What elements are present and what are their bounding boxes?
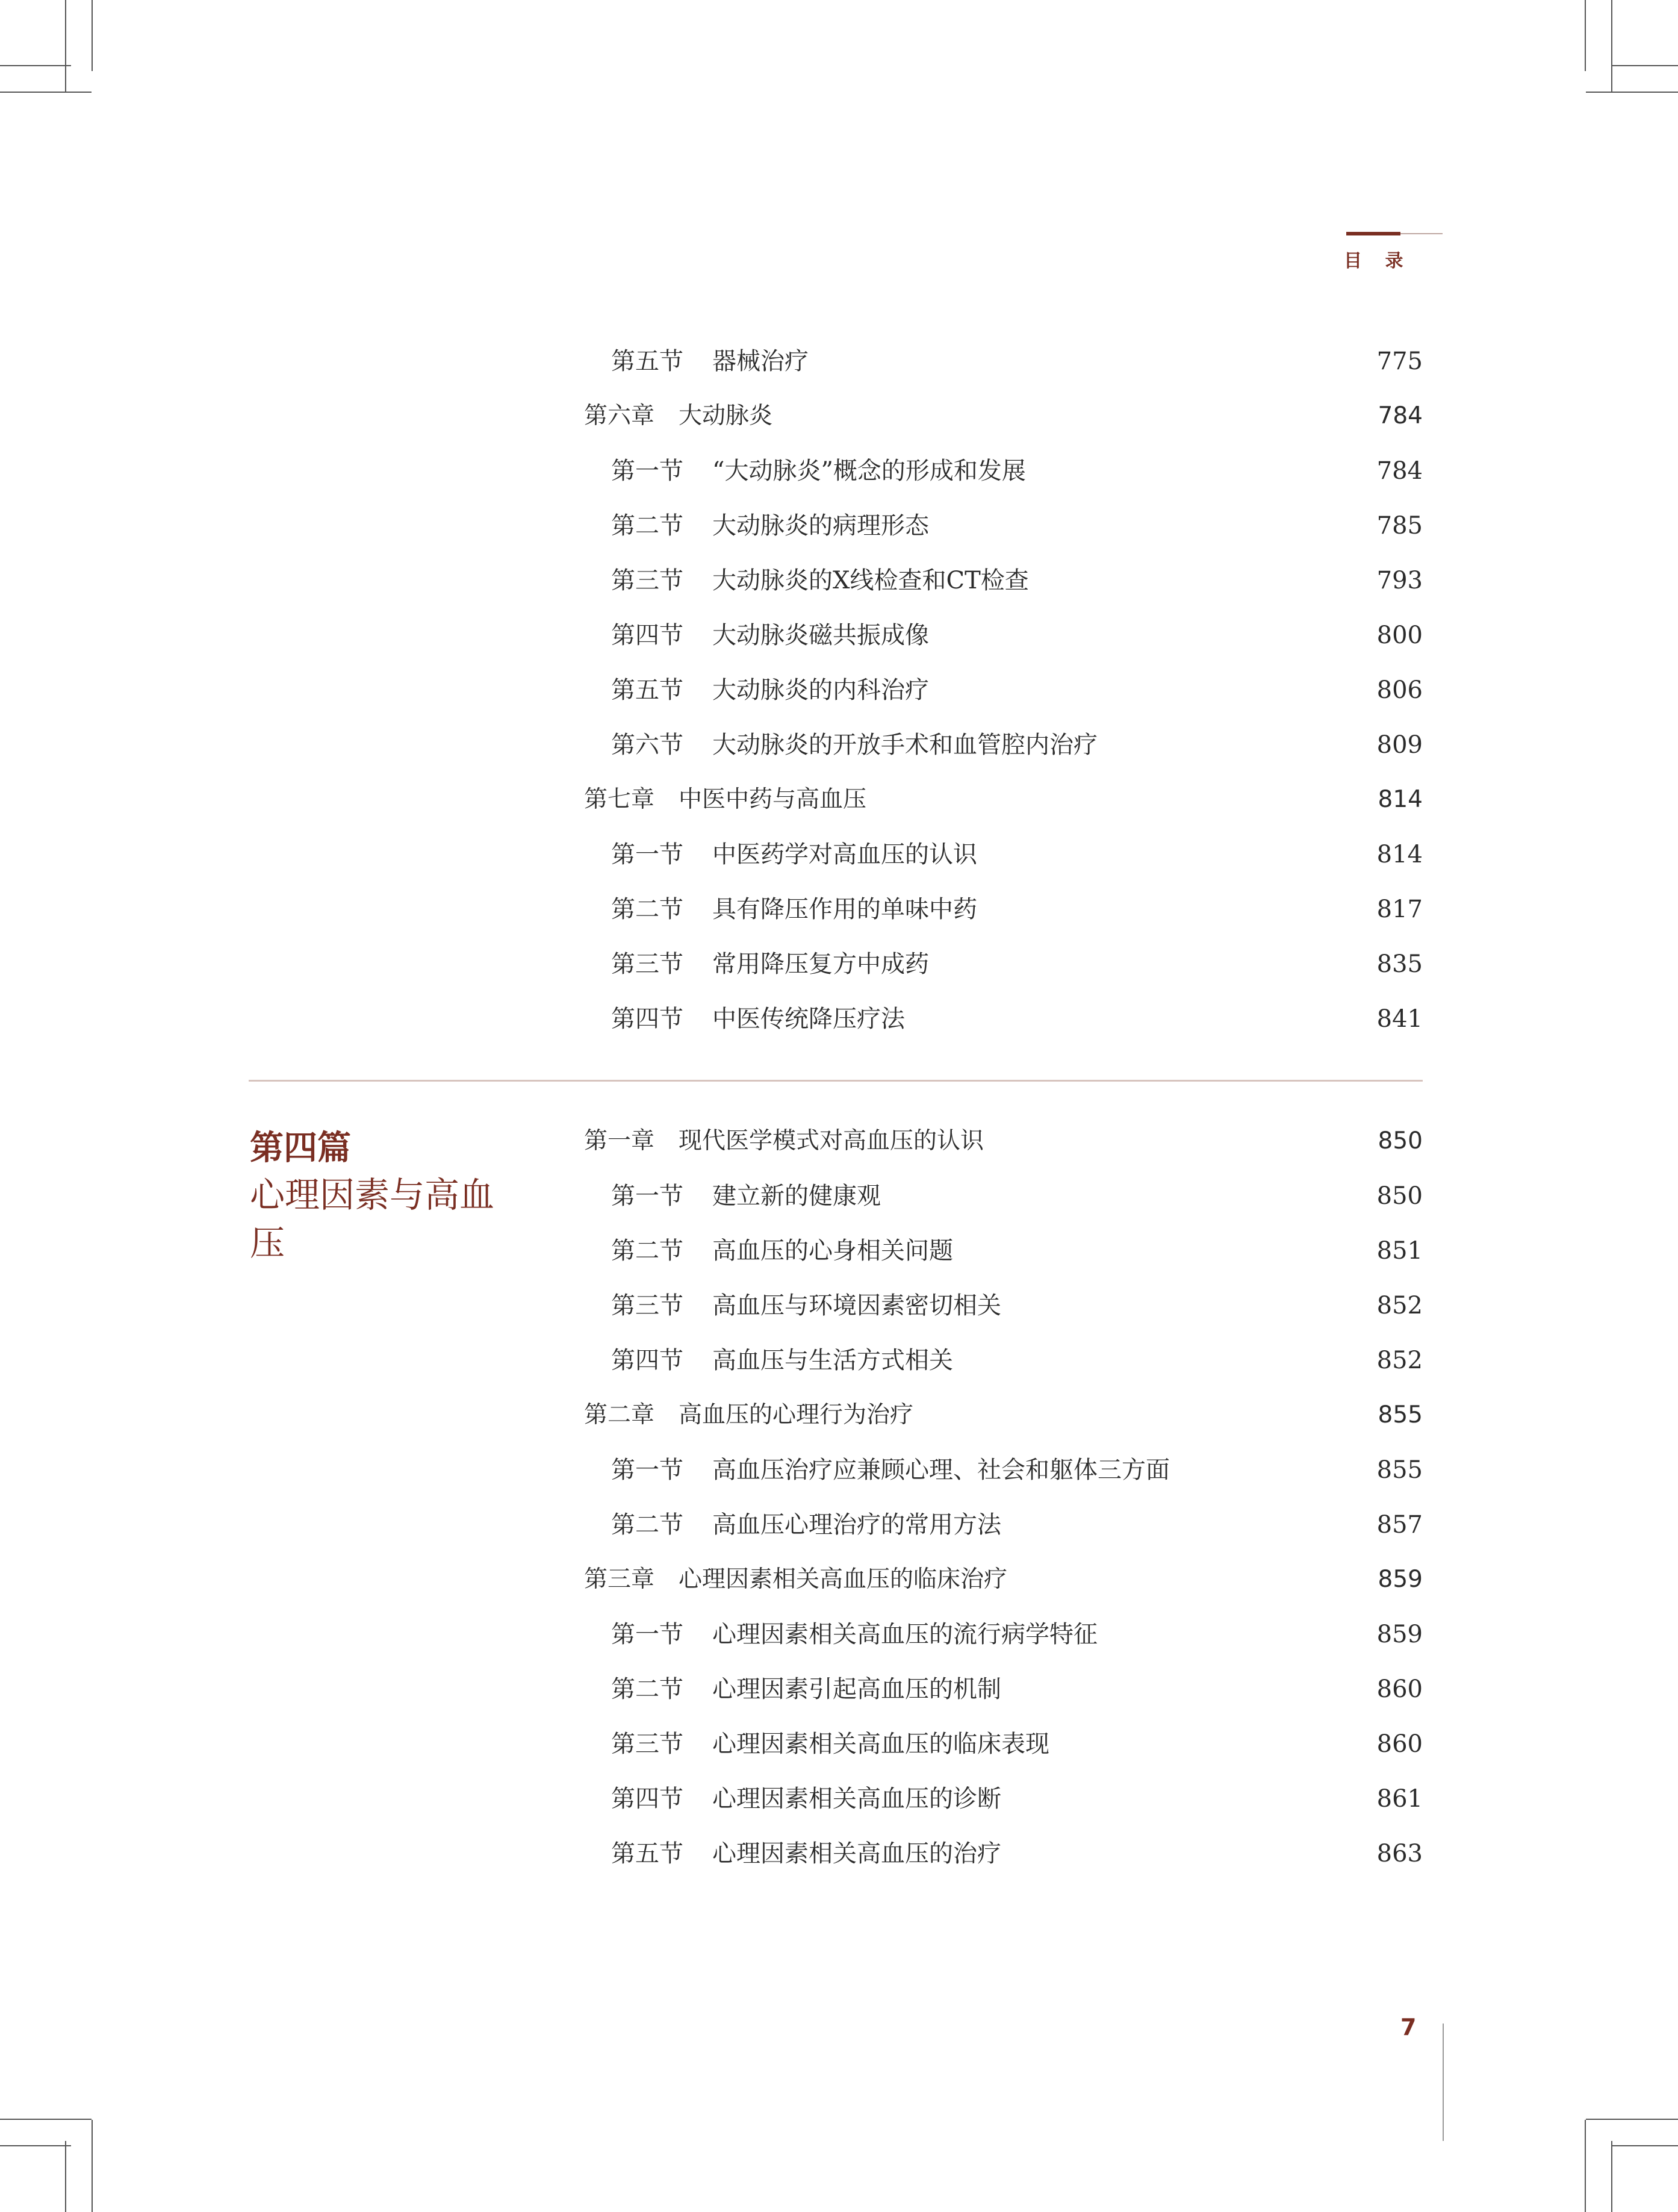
crop-mark — [0, 2145, 71, 2146]
toc-entry-title: 器械治疗 — [712, 347, 809, 375]
dot-leader — [987, 1123, 1370, 1159]
dot-leader — [870, 782, 1370, 818]
crop-mark — [1586, 92, 1678, 93]
dot-leader — [917, 1397, 1370, 1433]
toc-entry-title: 心理因素相关高血压的临床表现 — [712, 1730, 1049, 1758]
toc-chapter-entry[interactable] — [584, 1562, 1423, 1598]
toc-entry-title: 心理因素相关高血压的治疗 — [712, 1840, 1001, 1868]
dot-leader — [945, 508, 1369, 544]
toc-entry-label: 第一节 — [611, 1456, 683, 1484]
toc-entry-title: 心理因素相关高血压的诊断 — [712, 1785, 1001, 1813]
toc-chapter-entry[interactable] — [584, 1123, 1423, 1159]
crop-mark — [1611, 0, 1612, 92]
toc-entry-label: 第六章 — [584, 402, 655, 429]
dot-leader — [969, 1342, 1369, 1379]
toc-entry-title: 大动脉炎磁共振成像 — [712, 622, 929, 649]
toc-section-entry[interactable] — [611, 1233, 1423, 1269]
toc-entry-title: 高血压与生活方式相关 — [712, 1347, 953, 1374]
toc-entry-page: 793 — [1376, 567, 1423, 594]
toc-entry-page: 841 — [1376, 1005, 1423, 1033]
toc-entry-page: 814 — [1378, 786, 1423, 813]
toc-entry-page: 850 — [1378, 1127, 1423, 1154]
toc-entry-label: 第一章 — [584, 1127, 655, 1154]
toc-entry-title: 中医传统降压疗法 — [712, 1005, 905, 1033]
toc-entry-page: 850 — [1376, 1182, 1423, 1210]
toc-entry-title: 大动脉炎的X线检查和CT检查 — [712, 567, 1029, 594]
crop-mark — [0, 2119, 92, 2120]
toc-chapter-entry[interactable] — [584, 1397, 1423, 1433]
toc-entry-title: 高血压心理治疗的常用方法 — [712, 1511, 1001, 1539]
toc-entry-title: 大动脉炎的病理形态 — [712, 512, 929, 540]
toc-section-entry[interactable] — [611, 1001, 1423, 1037]
toc-entry-title: 高血压的心理行为治疗 — [679, 1401, 914, 1428]
dot-leader — [1011, 1562, 1370, 1598]
toc-section-entry[interactable] — [611, 891, 1423, 927]
toc-chapter-entry[interactable] — [584, 782, 1423, 818]
dot-leader — [1185, 1452, 1369, 1488]
dot-leader — [1017, 1671, 1369, 1707]
toc-entry-title: 高血压治疗应兼顾心理、社会和躯体三方面 — [712, 1456, 1170, 1484]
toc-section-entry[interactable] — [611, 1616, 1423, 1653]
toc-entry-page: 835 — [1376, 950, 1423, 978]
crop-mark — [0, 65, 71, 66]
toc-entry-label: 第三节 — [611, 567, 683, 594]
toc-entry-label: 第二节 — [611, 1511, 683, 1539]
toc-entry-title: 高血压的心身相关问题 — [712, 1237, 953, 1265]
toc-entry-label: 第三章 — [584, 1566, 655, 1593]
toc-entry-page: 814 — [1376, 841, 1423, 868]
toc-section-entry[interactable] — [611, 1671, 1423, 1707]
toc-entry-label: 第五节 — [611, 1840, 683, 1868]
toc-section-entry[interactable] — [611, 1288, 1423, 1324]
dot-leader — [1045, 562, 1369, 599]
toc-entry-page: 784 — [1376, 457, 1423, 485]
dot-leader — [993, 891, 1369, 927]
toc-entry-title: 具有降压作用的单味中药 — [712, 896, 977, 923]
toc-entry-title: 现代医学模式对高血压的认识 — [679, 1127, 984, 1154]
dot-leader — [945, 946, 1369, 982]
toc-entry-label: 第一节 — [611, 1621, 683, 1648]
toc-entry-title: 中医药学对高血压的认识 — [712, 841, 977, 868]
toc-entry-title: 建立新的健康观 — [712, 1182, 881, 1210]
crop-mark — [1611, 2141, 1612, 2212]
toc-entry-title: 中医中药与高血压 — [679, 786, 867, 813]
part-divider — [249, 1080, 1423, 1082]
toc-entry-page: 860 — [1376, 1675, 1423, 1703]
toc-entry-label: 第三节 — [611, 1292, 683, 1319]
toc-entry-title: 心理因素引起高血压的机制 — [712, 1675, 1001, 1703]
toc-section-entry[interactable] — [611, 1726, 1423, 1762]
dot-leader — [993, 837, 1369, 873]
header-rule — [1400, 233, 1443, 234]
toc-entry-label: 第四节 — [611, 1005, 683, 1033]
toc-entry-label: 第三节 — [611, 1730, 683, 1758]
toc-entry-label: 第二节 — [611, 512, 683, 540]
toc-entry-label: 第一节 — [611, 1182, 683, 1210]
dot-leader — [1065, 1726, 1369, 1762]
toc-entry-label: 第二节 — [611, 1675, 683, 1703]
toc-entry-page: 857 — [1376, 1511, 1423, 1539]
part-title: 第四篇 — [250, 1129, 351, 1168]
toc-entry-page: 855 — [1378, 1401, 1423, 1428]
dot-leader — [1017, 1288, 1369, 1324]
folio-rule — [1443, 2024, 1444, 2141]
toc-entry-page: 800 — [1376, 622, 1423, 649]
toc-section-entry[interactable] — [611, 1836, 1423, 1872]
crop-mark — [1611, 65, 1678, 66]
toc-entry-title: 常用降压复方中成药 — [712, 950, 929, 978]
toc-entry-page: 860 — [1376, 1730, 1423, 1758]
toc-section-entry[interactable] — [611, 837, 1423, 873]
toc-section-entry[interactable] — [611, 453, 1423, 489]
crop-mark — [92, 0, 93, 71]
dot-leader — [1017, 1507, 1369, 1543]
toc-entry-page: 863 — [1376, 1840, 1423, 1868]
toc-entry-title: 大动脉炎的开放手术和血管腔内治疗 — [712, 731, 1098, 759]
toc-entry-label: 第七章 — [584, 786, 655, 813]
toc-entry-page: 806 — [1376, 676, 1423, 704]
toc-section-entry[interactable] — [611, 727, 1423, 763]
toc-entry-page: 817 — [1376, 896, 1423, 923]
toc-entry-label: 第四节 — [611, 1785, 683, 1813]
dot-leader — [1017, 1836, 1369, 1872]
crop-mark — [92, 2120, 93, 2212]
toc-entry-page: 855 — [1376, 1456, 1423, 1484]
toc-section-entry[interactable] — [611, 1342, 1423, 1379]
toc-entry-label: 第三节 — [611, 950, 683, 978]
dot-leader — [896, 1178, 1369, 1214]
dot-leader — [945, 672, 1369, 708]
toc-entry-label: 第一节 — [611, 841, 683, 868]
toc-entry-label: 第二节 — [611, 1237, 683, 1265]
toc-entry-label: 第五节 — [611, 676, 683, 704]
toc-section-entry[interactable] — [611, 617, 1423, 653]
toc-entry-title: “大动脉炎”概念的形成和发展 — [712, 457, 1026, 485]
toc-section-entry[interactable] — [611, 343, 1423, 379]
dot-leader — [824, 343, 1369, 379]
toc-entry-page: 785 — [1376, 512, 1423, 540]
toc-entry-page: 851 — [1376, 1237, 1423, 1265]
toc-entry-page: 852 — [1376, 1292, 1423, 1319]
dot-leader — [1113, 727, 1369, 763]
crop-mark — [1586, 2119, 1678, 2120]
toc-entry-page: 859 — [1378, 1566, 1423, 1593]
toc-entry-title: 心理因素相关高血压的流行病学特征 — [712, 1621, 1098, 1648]
toc-entry-label: 第二章 — [584, 1401, 655, 1428]
toc-section-entry[interactable] — [611, 672, 1423, 708]
crop-mark — [1611, 2145, 1678, 2146]
toc-entry-label: 第四节 — [611, 1347, 683, 1374]
part-subtitle: 心理因素与高血压 — [250, 1174, 495, 1263]
toc-entry-page: 861 — [1376, 1785, 1423, 1813]
toc-section-entry[interactable] — [611, 1781, 1423, 1817]
page-number: 7 — [1400, 2014, 1417, 2040]
toc-entry-label: 第六节 — [611, 731, 683, 759]
toc-entry-page: 784 — [1378, 402, 1423, 429]
toc-section-entry[interactable] — [611, 562, 1423, 599]
toc-entry-title: 大动脉炎 — [679, 402, 773, 429]
toc-entry-title: 心理因素相关高血压的临床治疗 — [679, 1566, 1008, 1593]
toc-entry-label: 第一节 — [611, 457, 683, 485]
toc-entry-label: 第二节 — [611, 896, 683, 923]
toc-section-entry[interactable] — [611, 1178, 1423, 1214]
dot-leader — [945, 617, 1369, 653]
toc-section-entry[interactable] — [611, 1507, 1423, 1543]
toc-entry-page: 809 — [1376, 731, 1423, 759]
toc-entry-page: 775 — [1376, 347, 1423, 375]
toc-entry-label: 第五节 — [611, 347, 683, 375]
crop-mark — [65, 2141, 66, 2212]
toc-section-entry[interactable] — [611, 1452, 1423, 1488]
dot-leader — [1113, 1616, 1369, 1653]
dot-leader — [1017, 1781, 1369, 1817]
crop-mark — [0, 92, 92, 93]
toc-section-entry[interactable] — [611, 508, 1423, 544]
crop-mark — [65, 0, 66, 92]
toc-entry-page: 859 — [1376, 1621, 1423, 1648]
running-head: 目 录 — [1344, 251, 1412, 272]
crop-mark — [1585, 0, 1586, 71]
toc-entry-label: 第四节 — [611, 622, 683, 649]
dot-leader — [776, 398, 1370, 434]
dot-leader — [1042, 453, 1369, 489]
toc-entry-page: 852 — [1376, 1347, 1423, 1374]
header-accent-bar — [1346, 232, 1400, 235]
toc-entry-title: 大动脉炎的内科治疗 — [712, 676, 929, 704]
toc-chapter-entry[interactable] — [584, 398, 1423, 434]
toc-section-entry[interactable] — [611, 946, 1423, 982]
dot-leader — [969, 1233, 1369, 1269]
dot-leader — [921, 1001, 1369, 1037]
crop-mark — [1585, 2120, 1586, 2212]
toc-entry-title: 高血压与环境因素密切相关 — [712, 1292, 1001, 1319]
